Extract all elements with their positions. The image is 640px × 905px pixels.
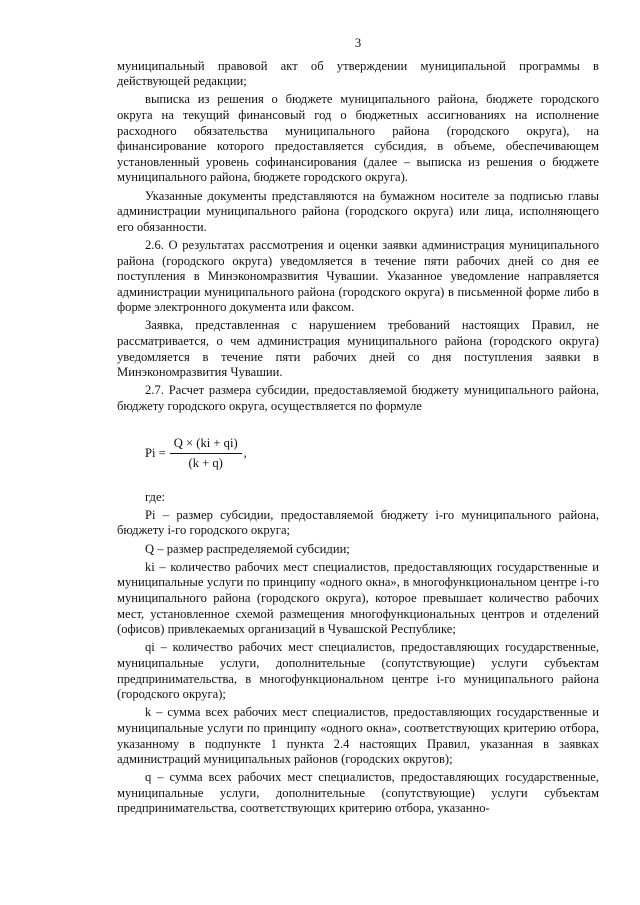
document-page: [117, 36, 599, 820]
paragraph: где:: [145, 489, 166, 504]
formula-numerator: Q × (ki + qi): [170, 436, 242, 455]
paragraph: Pi – размер субсидии, предоставляемой бюджету i-го муниципального района, бюджету i-го городского округа;: [117, 507, 599, 538]
formula-comma: ,: [243, 445, 247, 460]
paragraph: выписка из решения о бюджете муниципального района, бюджете городского округа на текущий финансовый год о бюджетных ассигнованиях на исполнение расходного обязательства муниципального района (городского округа), на финансирование которого предоставляется субсидия, в объеме, обеспечивающем установленный уровень софинансирования (далее – выписка из решения о бюджете муниципального района, бюджете городского округа).: [117, 92, 599, 185]
paragraph: k – сумма всех рабочих мест специалистов, предоставляющих государственные и муниципальные услуги по принципу «одного окна», соответствующих критерию отбора, указанному в подпункте 1 пункта 2.4 настоящих Правил, указанная в заявках администраций муниципальных районов (городских округов);: [117, 705, 599, 767]
page-number: 3: [354, 36, 362, 50]
paragraph: 2.6. О результатах рассмотрения и оценки заявки администрация муниципального района (городского округа) уведомляется в течение пяти рабочих дней со дня ее поступления в Минэкономразвития Чувашии. Указанное уведомление направляется администрации муниципального района (городского округа) в письменной форме либо в форме электронного документа или факсом.: [117, 237, 599, 315]
text-block-top: [117, 59, 599, 415]
subsidy-formula: [145, 432, 599, 476]
formula-lhs: Pi =: [145, 445, 166, 460]
text-block-bottom: [117, 490, 599, 817]
paragraph: 2.7. Расчет размера субсидии, предоставляемой бюджету муниципального района, бюджету городского округа, осуществляется по формуле: [117, 383, 599, 414]
paragraph: Заявка, представленная с нарушением требований настоящих Правил, не рассматривается, о чем администрация муниципального района (городского округа) уведомляется в течение пяти рабочих дней со дня поступления заявки в Минэкономразвития Чувашии.: [117, 318, 599, 380]
paragraph: Указанные документы представляются на бумажном носителе за подписью главы администрации муниципального района (городского округа) или лица, исполняющего его обязанности.: [117, 188, 599, 234]
formula-denominator: (k + q): [188, 456, 223, 471]
paragraph: муниципальный правовой акт об утверждении муниципальной программы в действующей редакции;: [117, 58, 599, 89]
formula-fraction: [170, 436, 242, 472]
paragraph: qi – количество рабочих мест специалистов, предоставляющих государственные, муниципальные услуги, дополнительные (сопутствующие) услуги субъектам предпринимательства, в многофункциональном центре i-го муниципального района (городского округа);: [117, 640, 599, 702]
paragraph: q – сумма всех рабочих мест специалистов, предоставляющих государственные, муниципальные услуги, дополнительные (сопутствующие) услуги субъектам предпринимательства, соответствующих критерию отбора, указанно-: [117, 770, 599, 816]
paragraph: ki – количество рабочих мест специалистов, предоставляющих государственные и муниципальные услуги по принципу «одного окна», в многофункциональном центре i-го муниципального района (городского округа), которое превышает количество рабочих мест, установленное схемой размещения многофункциональных центров и отделений (офисов) привлекаемых организаций в Чувашской Республике;: [117, 559, 599, 637]
paragraph: Q – размер распределяемой субсидии;: [145, 541, 350, 556]
